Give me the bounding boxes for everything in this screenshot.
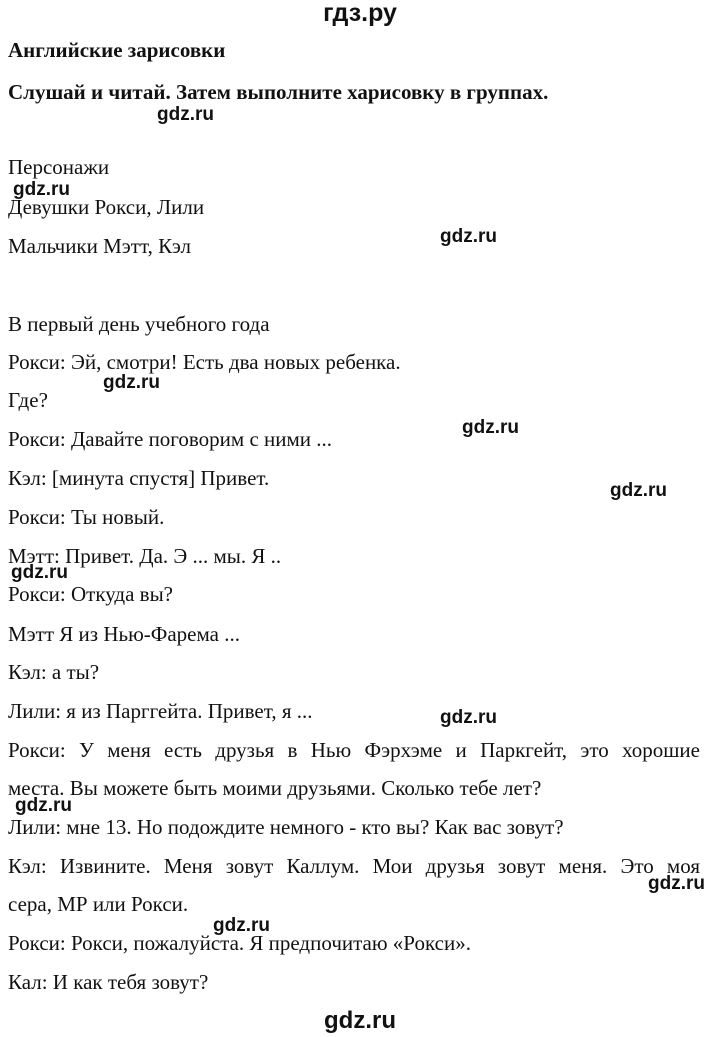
- dialogue-line: Мэтт: Привет. Да. Э ... мы. Я ..: [8, 544, 282, 568]
- dialogue-line: Кэл: а ты?: [8, 660, 100, 684]
- dialogue-line: места. Вы можете быть моими друзьями. Сколько тебе лет?: [8, 776, 542, 800]
- watermark: gdz.ru: [440, 707, 497, 728]
- footer-watermark: gdz.ru: [324, 1007, 396, 1034]
- dialogue-line: Кэл: [минута спустя] Привет.: [8, 466, 270, 490]
- dialogue-line: Лили: мне 13. Но подождите немного - кто вы? Как вас зовут?: [8, 815, 564, 839]
- dialogue-line: Рокси: У меня есть друзья в Нью Фэрхэме и Паркгейт, это хорошие: [8, 738, 700, 762]
- watermark: gdz.ru: [103, 372, 160, 393]
- characters-boys: Мальчики Мэтт, Кэл: [8, 234, 191, 258]
- watermark: gdz.ru: [157, 104, 214, 125]
- dialogue-line: Рокси: Эй, смотри! Есть два новых ребенка.: [8, 350, 401, 374]
- characters-label: Персонажи: [8, 155, 110, 179]
- watermark: gdz.ru: [15, 795, 72, 816]
- dialogue-line: сера, МР или Рокси.: [8, 892, 189, 916]
- watermark: gdz.ru: [213, 915, 270, 936]
- dialogue-line: Мэтт Я из Нью-Фарема ...: [8, 622, 240, 646]
- watermark: gdz.ru: [11, 562, 68, 583]
- watermark: gdz.ru: [462, 417, 519, 438]
- watermark: gdz.ru: [13, 179, 70, 200]
- dialogue-line: Рокси: Ты новый.: [8, 505, 165, 529]
- instruction: Слушай и читай. Затем выполните харисовку в группах.: [8, 80, 549, 104]
- dialogue-line: Рокси: Рокси, пожалуйста. Я предпочитаю «Рокси».: [8, 931, 471, 955]
- dialogue-line: Кэл: Извините. Меня зовут Каллум. Мои друзья зовут меня. Это моя: [8, 854, 700, 878]
- watermark: gdz.ru: [648, 873, 705, 894]
- scene-line: В первый день учебного года: [8, 312, 270, 336]
- page-title: Английские зарисовки: [8, 38, 226, 62]
- dialogue-line: Где?: [8, 388, 48, 412]
- dialogue-line: Рокси: Давайте поговорим с ними ...: [8, 427, 333, 451]
- watermark: gdz.ru: [610, 480, 667, 501]
- dialogue-line: Лили: я из Парггейта. Привет, я ...: [8, 699, 313, 723]
- watermark: gdz.ru: [440, 226, 497, 247]
- dialogue-line: Кал: И как тебя зовут?: [8, 970, 209, 994]
- site-header[interactable]: гдз.ру: [323, 0, 397, 27]
- characters-girls: Девушки Рокси, Лили: [8, 195, 205, 219]
- dialogue-line: Рокси: Откуда вы?: [8, 582, 174, 606]
